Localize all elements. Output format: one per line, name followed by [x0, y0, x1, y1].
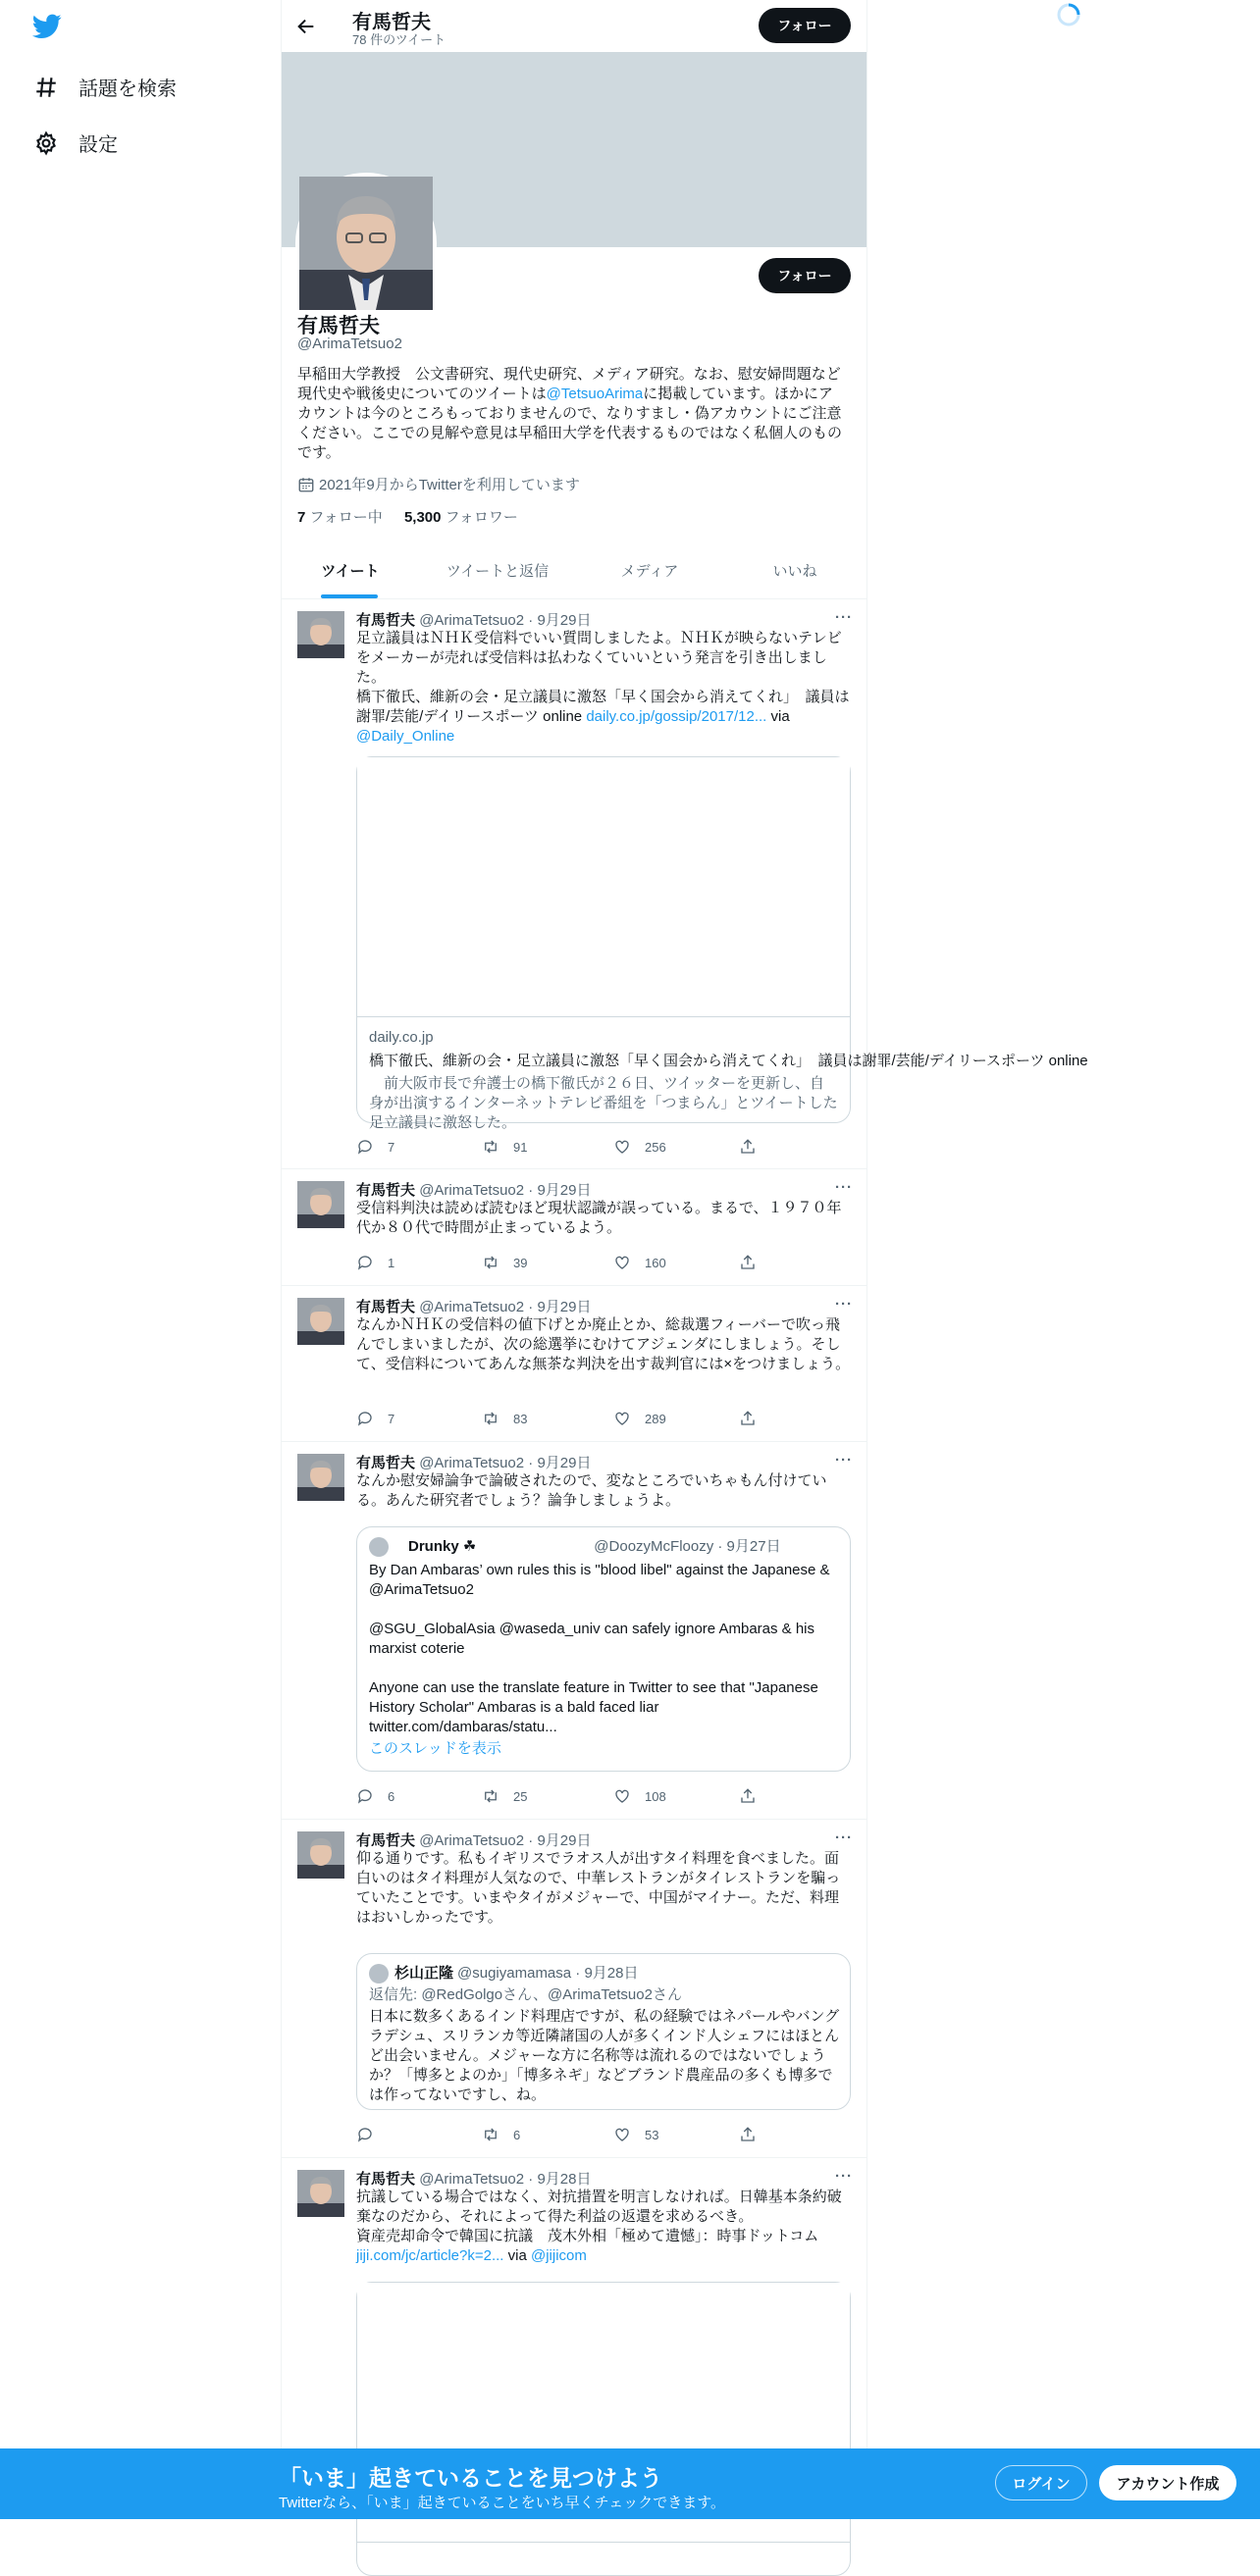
tweet-avatar[interactable]: [297, 1454, 344, 1501]
profile-avatar[interactable]: [295, 173, 437, 314]
more-options-icon[interactable]: ···: [835, 609, 853, 626]
tweet-meta: @ArimaTetsuo2 · 9月29日: [419, 1455, 592, 1471]
tweet-meta: @ArimaTetsuo2 · 9月29日: [419, 1299, 592, 1315]
header-name: 有馬哲夫: [352, 12, 431, 33]
link-card-image: [357, 757, 850, 1017]
signup-button[interactable]: アカウント作成: [1099, 2465, 1236, 2500]
tweet-author-name[interactable]: 有馬哲夫: [356, 1832, 416, 1849]
profile-joined: [297, 474, 580, 494]
signup-banner-title: 「いま」起きていることを見つけよう: [279, 2465, 662, 2491]
bio-text: に掲載しています。ほかにアカウントは今のところもっておりませんので、なりすまし・偽アカウントにご注意ください。ここでの見解や意見は早稲田大学を代表するものではなく私個人のものです。: [297, 386, 843, 461]
tweet-header: [356, 1829, 591, 1850]
tweet-text: 受信料判決は読めば読むほど現状認識が誤っている。まるで、１９７０年代か８０代で時間が止まっているよう。: [356, 1200, 842, 1236]
tweet-avatar[interactable]: [297, 611, 344, 658]
profile-tabs: [282, 545, 866, 599]
profile-handle: @ArimaTetsuo2: [297, 335, 402, 352]
tweet-meta: @ArimaTetsuo2 · 9月28日: [419, 2171, 592, 2188]
avatar-image: [297, 1181, 344, 1228]
tweet-text-part: 橋下徹氏、維新の会・足立議員に激怒「早く国会から消えてくれ」 議員は謝罪/芸能/デイリースポーツ online: [356, 689, 850, 725]
tweet-text: なんか慰安婦論争で論破されたので、変なところでいちゃもん付けている。あんた研究者でしょう？論争しましょうよ。: [356, 1472, 827, 1509]
quoted-author-name: Drunky ☘: [408, 1538, 477, 1555]
reply-icon: [356, 1254, 374, 1271]
quoted-text: Anyone can use the translate feature in Twitter to see that "Japanese History Scholar" Ambaras is a bald faced liar twitter.com/dambaras/statu...: [369, 1679, 818, 1735]
header-tweet-count: 78 件のツイート: [352, 32, 446, 47]
like-button[interactable]: [613, 1254, 666, 1271]
like-count: 108: [645, 1788, 666, 1804]
sidebar-item-settings[interactable]: [33, 129, 118, 157]
share-icon: [739, 1787, 757, 1805]
avatar-image: [297, 611, 344, 658]
retweet-icon: [482, 1787, 499, 1805]
tweet-text: [356, 629, 853, 747]
retweet-button[interactable]: [482, 1254, 527, 1271]
tweet[interactable]: [282, 1286, 866, 1442]
share-icon: [739, 1254, 757, 1271]
back-arrow-icon[interactable]: [295, 16, 317, 37]
link-card-domain: daily.co.jp: [369, 1029, 434, 1046]
tweet-author-name[interactable]: 有馬哲夫: [356, 612, 416, 629]
hashtag-icon: [33, 75, 59, 100]
signup-banner-subtitle: Twitterなら、「いま」起きていることをいち早くチェックできます。: [279, 2495, 726, 2511]
reply-button[interactable]: [356, 1254, 394, 1271]
profile-name: 有馬哲夫: [297, 315, 380, 337]
tab-tweets-and-replies[interactable]: ツイートと返信: [446, 563, 550, 580]
tweet-header: [356, 1179, 591, 1200]
quoted-tweet[interactable]: [356, 1526, 851, 1772]
reply-icon: [356, 1787, 374, 1805]
like-count: 160: [645, 1255, 666, 1270]
avatar-image: [297, 1831, 344, 1879]
quoted-meta: @DoozyMcFloozy · 9月27日: [594, 1538, 781, 1555]
tweet-actions: [356, 2126, 768, 2145]
retweet-icon: [482, 1254, 499, 1271]
reply-button[interactable]: [356, 1787, 394, 1805]
tweet[interactable]: [282, 1442, 866, 1820]
calendar-icon: [297, 476, 315, 493]
profile-bio: [297, 365, 847, 463]
tweet-avatar[interactable]: [297, 1831, 344, 1879]
tweet-meta: @ArimaTetsuo2 · 9月29日: [419, 612, 592, 629]
retweet-button[interactable]: [482, 1787, 527, 1805]
reply-count: 6: [388, 1788, 395, 1804]
tweet-text-line: 資産売却命令で韓国に抗議 茂木外相「極めて遺憾」：時事ドットコム: [356, 2228, 819, 2244]
link-card[interactable]: [356, 756, 1088, 1131]
twitter-logo-icon[interactable]: [32, 14, 62, 39]
tweet-author-name[interactable]: 有馬哲夫: [356, 2171, 416, 2188]
sidebar-item-label: 設定: [79, 134, 118, 156]
signup-banner: [0, 2448, 1260, 2519]
reply-button[interactable]: [356, 1410, 394, 1427]
heart-icon: [613, 1254, 631, 1271]
heart-icon: [613, 2126, 631, 2143]
show-thread-link[interactable]: このスレッドを表示: [369, 1740, 501, 1757]
tab-likes[interactable]: いいね: [772, 563, 817, 580]
tab-tweets[interactable]: ツイート: [321, 563, 380, 580]
share-button[interactable]: [739, 1410, 770, 1427]
quoted-reply-to: 返信先: @RedGolgoさん、@ArimaTetsuo2さん: [369, 1986, 682, 2003]
tweet-text: 仰る通りです。私もイギリスでラオス人が出すタイ料理を食べました。面白いのはタイ料理が人気なので、中華レストランがタイレストランを騙っていたことです。いまやタイがメジャーで、中国がマイナー。ただ、料理はおいしかったです。: [356, 1850, 841, 1926]
quoted-text: @SGU_GlobalAsia @waseda_univ can safely ignore Ambaras & his marxist coterie: [369, 1621, 815, 1657]
tweet-author-name[interactable]: 有馬哲夫: [356, 1182, 416, 1199]
tweet-header: [356, 1452, 591, 1472]
like-button[interactable]: [613, 1787, 666, 1805]
quoted-tweet-header: [369, 1537, 781, 1557]
avatar-image: [297, 1298, 344, 1345]
quoted-author-name: 杉山正隆: [394, 1965, 454, 1982]
reply-icon: [356, 1410, 374, 1427]
more-options-icon[interactable]: ···: [835, 1179, 853, 1196]
more-options-icon[interactable]: ···: [835, 2168, 853, 2185]
retweet-icon: [482, 2126, 499, 2143]
retweet-count: 83: [513, 1411, 528, 1426]
tweet[interactable]: [282, 1169, 866, 1286]
tweet-avatar[interactable]: [297, 2170, 344, 2217]
tweet-meta: @ArimaTetsuo2 · 9月29日: [419, 1182, 592, 1199]
more-options-icon[interactable]: ···: [835, 1829, 853, 1846]
tweet-text: なんかＮＨＫの受信料の値下げとか廃止とか、総裁選フィーバーで吹っ飛んでしまいましたが、次の総選挙にむけてアジェンダにしましょう。そして、受信料についてあんな無茶な判決を出す裁判官には×をつけましょう。: [356, 1316, 851, 1372]
reply-button[interactable]: [356, 1138, 394, 1156]
heart-icon: [613, 1787, 631, 1805]
retweet-count: 6: [513, 2127, 521, 2142]
tweet-header: [356, 1296, 591, 1316]
more-options-icon[interactable]: ···: [835, 1452, 853, 1468]
retweet-icon: [482, 1410, 499, 1427]
reply-icon: [356, 2126, 374, 2143]
tab-media[interactable]: メディア: [620, 563, 679, 580]
link-card[interactable]: [356, 2282, 851, 2576]
sidebar-item-explore[interactable]: [33, 73, 177, 101]
tweet-mention-link[interactable]: @jijicom: [530, 2247, 587, 2264]
quoted-avatar: [369, 1964, 389, 1984]
profile-avatar-image: [299, 177, 433, 310]
tweet-header: [356, 2168, 591, 2189]
loading-spinner-icon: [1056, 2, 1081, 27]
header-follow-button[interactable]: フォロー: [759, 8, 851, 43]
followers-link[interactable]: 5,300 フォロワー: [403, 509, 518, 526]
tweet-author-name[interactable]: 有馬哲夫: [356, 1299, 416, 1315]
tweet-text-line: 足立議員はＮＨＫ受信料でいい質問しましたよ。ＮＨＫが映らないテレビをメーカーが売れば受信料は払わなくていいという発言を引き出しました。: [356, 630, 842, 686]
reply-button[interactable]: [356, 2126, 388, 2143]
quoted-avatar: [369, 1537, 389, 1557]
tweet[interactable]: [282, 599, 1088, 1169]
active-tab-indicator: [321, 594, 378, 598]
tweet-url-link[interactable]: jiji.com/jc/article?k=2...: [356, 2247, 504, 2264]
like-button[interactable]: [613, 1138, 666, 1156]
profile-follow-button[interactable]: フォロー: [759, 258, 851, 293]
share-button[interactable]: [739, 1138, 770, 1156]
avatar-image: [297, 1454, 344, 1501]
retweet-button[interactable]: [482, 1410, 527, 1427]
tweet-text-part: via: [766, 708, 790, 725]
tweet-avatar[interactable]: [297, 1181, 344, 1228]
like-button[interactable]: [613, 2126, 658, 2143]
heart-icon: [613, 1410, 631, 1427]
reply-count: 1: [388, 1255, 395, 1270]
retweet-count: 39: [513, 1255, 528, 1270]
tweet-actions: [356, 1787, 768, 1807]
like-button[interactable]: [613, 1410, 666, 1427]
avatar-image: [297, 2170, 344, 2217]
reply-icon: [356, 1138, 374, 1156]
gear-icon: [33, 130, 59, 156]
like-count: 289: [645, 1411, 666, 1426]
share-icon: [739, 1138, 757, 1156]
retweet-button[interactable]: [482, 2126, 520, 2143]
quoted-meta: @sugiyamamasa · 9月28日: [457, 1965, 639, 1982]
sidebar-item-label: 話題を検索: [79, 78, 177, 100]
quoted-text: 日本に数多くあるインド料理店ですが、私の経験ではネパールやバングラデシュ、スリランカ等近隣諸国の人が多くインド人シェフにはほとんど出会いません。メジャーな方に名称等は流れるのではないでしょうか？「博多とよのか」「博多ネギ」などブランド農産品の多くも博多では作ってないですし、ね。: [369, 2008, 840, 2103]
quoted-text: By Dan Ambaras’ own rules this is "blood libel" against the Japanese & @ArimaTetsuo2: [369, 1562, 830, 1598]
reply-count: 7: [388, 1411, 395, 1426]
tweet-avatar[interactable]: [297, 1298, 344, 1345]
retweet-button[interactable]: [482, 1138, 527, 1156]
share-button[interactable]: [739, 1787, 770, 1805]
share-button[interactable]: [739, 2126, 770, 2143]
share-button[interactable]: [739, 1254, 770, 1271]
tweet-text-line: 抗議している場合ではなく、対抗措置を明言しなければ。日韓基本条約破棄なのだから、それによって得た利益の返還を求めるべき。: [356, 2189, 842, 2225]
share-icon: [739, 2126, 757, 2143]
retweet-icon: [482, 1138, 499, 1156]
more-options-icon[interactable]: ···: [835, 1296, 853, 1313]
retweet-count: 91: [513, 1139, 528, 1155]
tweet-text: [356, 2188, 853, 2266]
profile-header-bar: [282, 0, 866, 52]
following-link[interactable]: 7 フォロー中: [297, 509, 383, 526]
tweet[interactable]: [282, 1820, 866, 2158]
like-count: 53: [645, 2127, 659, 2142]
link-card-title: 橋下徹氏、維新の会・足立議員に激怒「早く国会から消えてくれ」 議員は謝罪/芸能/デイリースポーツ online: [369, 1053, 1088, 1069]
tweet-author-name[interactable]: 有馬哲夫: [356, 1455, 416, 1471]
login-button[interactable]: ログイン: [995, 2465, 1087, 2500]
quoted-tweet[interactable]: [356, 1953, 851, 2110]
quoted-tweet-header: [369, 1964, 638, 1984]
tweet-text-line: [356, 2246, 853, 2266]
like-count: 256: [645, 1139, 666, 1155]
tweet-text-line: [356, 688, 853, 747]
tweet-meta: @ArimaTetsuo2 · 9月29日: [419, 1832, 592, 1849]
bio-mention-link[interactable]: @TetsuoArima: [546, 386, 644, 402]
link-card-description: 前大阪市長で弁護士の橋下徹氏が２６日、ツイッターを更新し、自身が出演するインターネットテレビ番組を「つまらん」とツイートした足立議員に激怒した。: [369, 1075, 838, 1131]
heart-icon: [613, 1138, 631, 1156]
tweet-mention-link[interactable]: @Daily_Online: [356, 728, 455, 745]
profile-stats: [297, 506, 518, 527]
tweet-actions: [356, 1138, 768, 1158]
tweet-actions: [356, 1410, 768, 1429]
tweet-url-link[interactable]: daily.co.jp/gossip/2017/12...: [586, 708, 767, 725]
tweet-actions: [356, 1254, 768, 1273]
reply-count: 7: [388, 1139, 395, 1155]
tweet-text-part: via: [503, 2247, 531, 2264]
share-icon: [739, 1410, 757, 1427]
tweet-header: [356, 609, 591, 630]
retweet-count: 25: [513, 1788, 528, 1804]
joined-text: 2021年9月からTwitterを利用しています: [319, 477, 580, 493]
bio-text: 早稲田大学教授 公文書研究、現代史研究、メディア研究。なお、慰安婦問題など現代史や戦後史についてのツイートは: [297, 366, 841, 402]
